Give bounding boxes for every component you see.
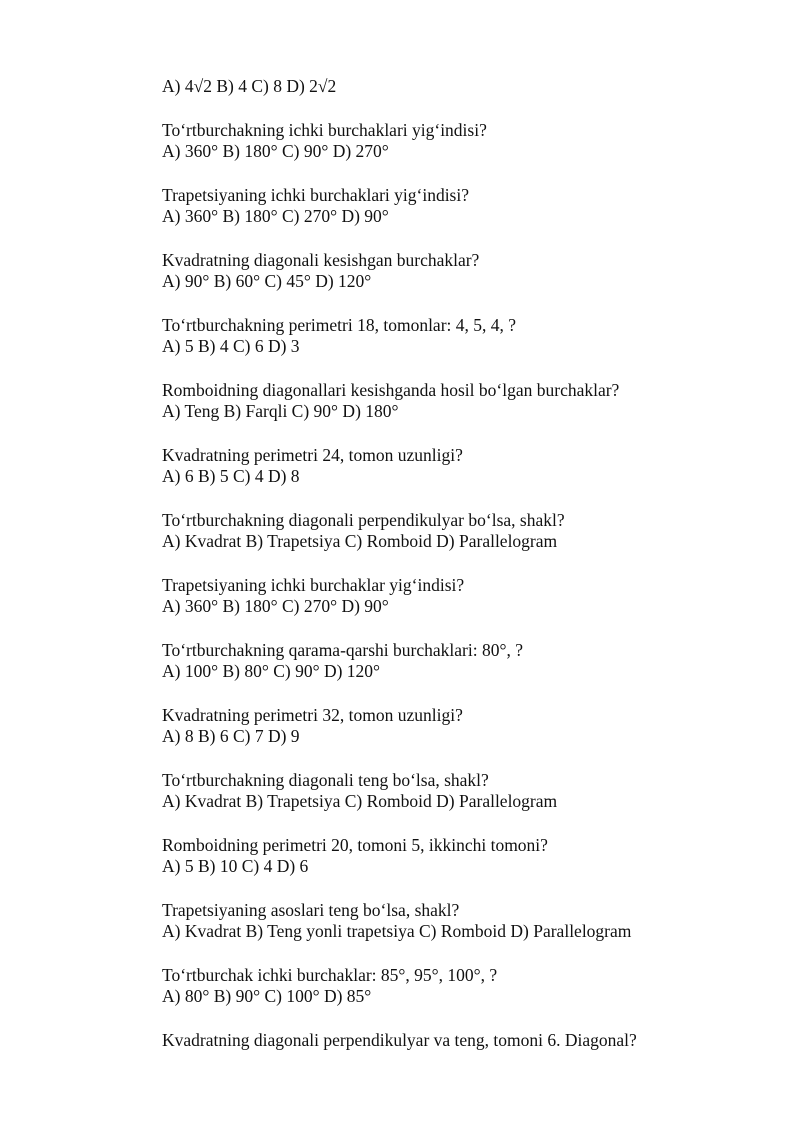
question-block	[162, 575, 762, 617]
question-text: Romboidning diagonallari kesishganda hosil bo‘lgan burchaklar?	[162, 380, 620, 400]
answer-options: A) 8 B) 6 C) 7 D) 9	[162, 726, 300, 746]
question-block	[162, 770, 762, 812]
question-block	[162, 965, 762, 1007]
question-text: To‘rtburchakning ichki burchaklari yig‘indisi?	[162, 120, 487, 140]
question-block	[162, 315, 762, 357]
question-text: Trapetsiyaning asoslari teng bo‘lsa, shakl?	[162, 900, 460, 920]
question-text: Kvadratning diagonali kesishgan burchaklar?	[162, 250, 480, 270]
question-text: To‘rtburchakning diagonali perpendikulyar bo‘lsa, shakl?	[162, 510, 565, 530]
question-text: Trapetsiyaning ichki burchaklar yig‘indisi?	[162, 575, 465, 595]
question-text: To‘rtburchakning diagonali teng bo‘lsa, shakl?	[162, 770, 489, 790]
answer-block	[162, 76, 762, 97]
question-text: To‘rtburchak ichki burchaklar: 85°, 95°, 100°, ?	[162, 965, 498, 985]
answer-options: A) 80° B) 90° C) 100° D) 85°	[162, 986, 372, 1006]
question-block	[162, 900, 762, 942]
question-block	[162, 250, 762, 292]
answer-options: A) Kvadrat B) Teng yonli trapetsiya C) Romboid D) Parallelogram	[162, 921, 632, 941]
question-text: Romboidning perimetri 20, tomoni 5, ikkinchi tomoni?	[162, 835, 548, 855]
question-block	[162, 380, 762, 422]
question-block	[162, 185, 762, 227]
answer-options: A) 360° B) 180° C) 270° D) 90°	[162, 596, 389, 616]
answer-options: A) 6 B) 5 C) 4 D) 8	[162, 466, 300, 486]
question-text: To‘rtburchakning qarama-qarshi burchaklari: 80°, ?	[162, 640, 523, 660]
answer-options: A) Kvadrat B) Trapetsiya C) Romboid D) Parallelogram	[162, 531, 558, 551]
answer-options: A) Teng B) Farqli C) 90° D) 180°	[162, 401, 399, 421]
answer-options: A) 360° B) 180° C) 90° D) 270°	[162, 141, 389, 161]
question-block	[162, 705, 762, 747]
answer-options: A) 100° B) 80° C) 90° D) 120°	[162, 661, 381, 681]
document-page	[162, 76, 762, 1074]
question-block	[162, 445, 762, 487]
question-text: Kvadratning perimetri 24, tomon uzunligi?	[162, 445, 463, 465]
answer-options: A) 90° B) 60° C) 45° D) 120°	[162, 271, 372, 291]
answer-options: A) 360° B) 180° C) 270° D) 90°	[162, 206, 389, 226]
answer-options: A) 4√2 B) 4 C) 8 D) 2√2	[162, 76, 337, 96]
question-block	[162, 120, 762, 162]
question-block	[162, 835, 762, 877]
question-text: To‘rtburchakning perimetri 18, tomonlar: 4, 5, 4, ?	[162, 315, 517, 335]
question-text: Kvadratning perimetri 32, tomon uzunligi?	[162, 705, 463, 725]
question-block	[162, 1030, 762, 1051]
answer-options: A) 5 B) 4 C) 6 D) 3	[162, 336, 300, 356]
question-block	[162, 640, 762, 682]
answer-options: A) Kvadrat B) Trapetsiya C) Romboid D) Parallelogram	[162, 791, 558, 811]
answer-options: A) 5 B) 10 C) 4 D) 6	[162, 856, 309, 876]
question-text: Trapetsiyaning ichki burchaklari yig‘indisi?	[162, 185, 470, 205]
question-text: Kvadratning diagonali perpendikulyar va teng, tomoni 6. Diagonal?	[162, 1030, 637, 1050]
question-block	[162, 510, 762, 552]
